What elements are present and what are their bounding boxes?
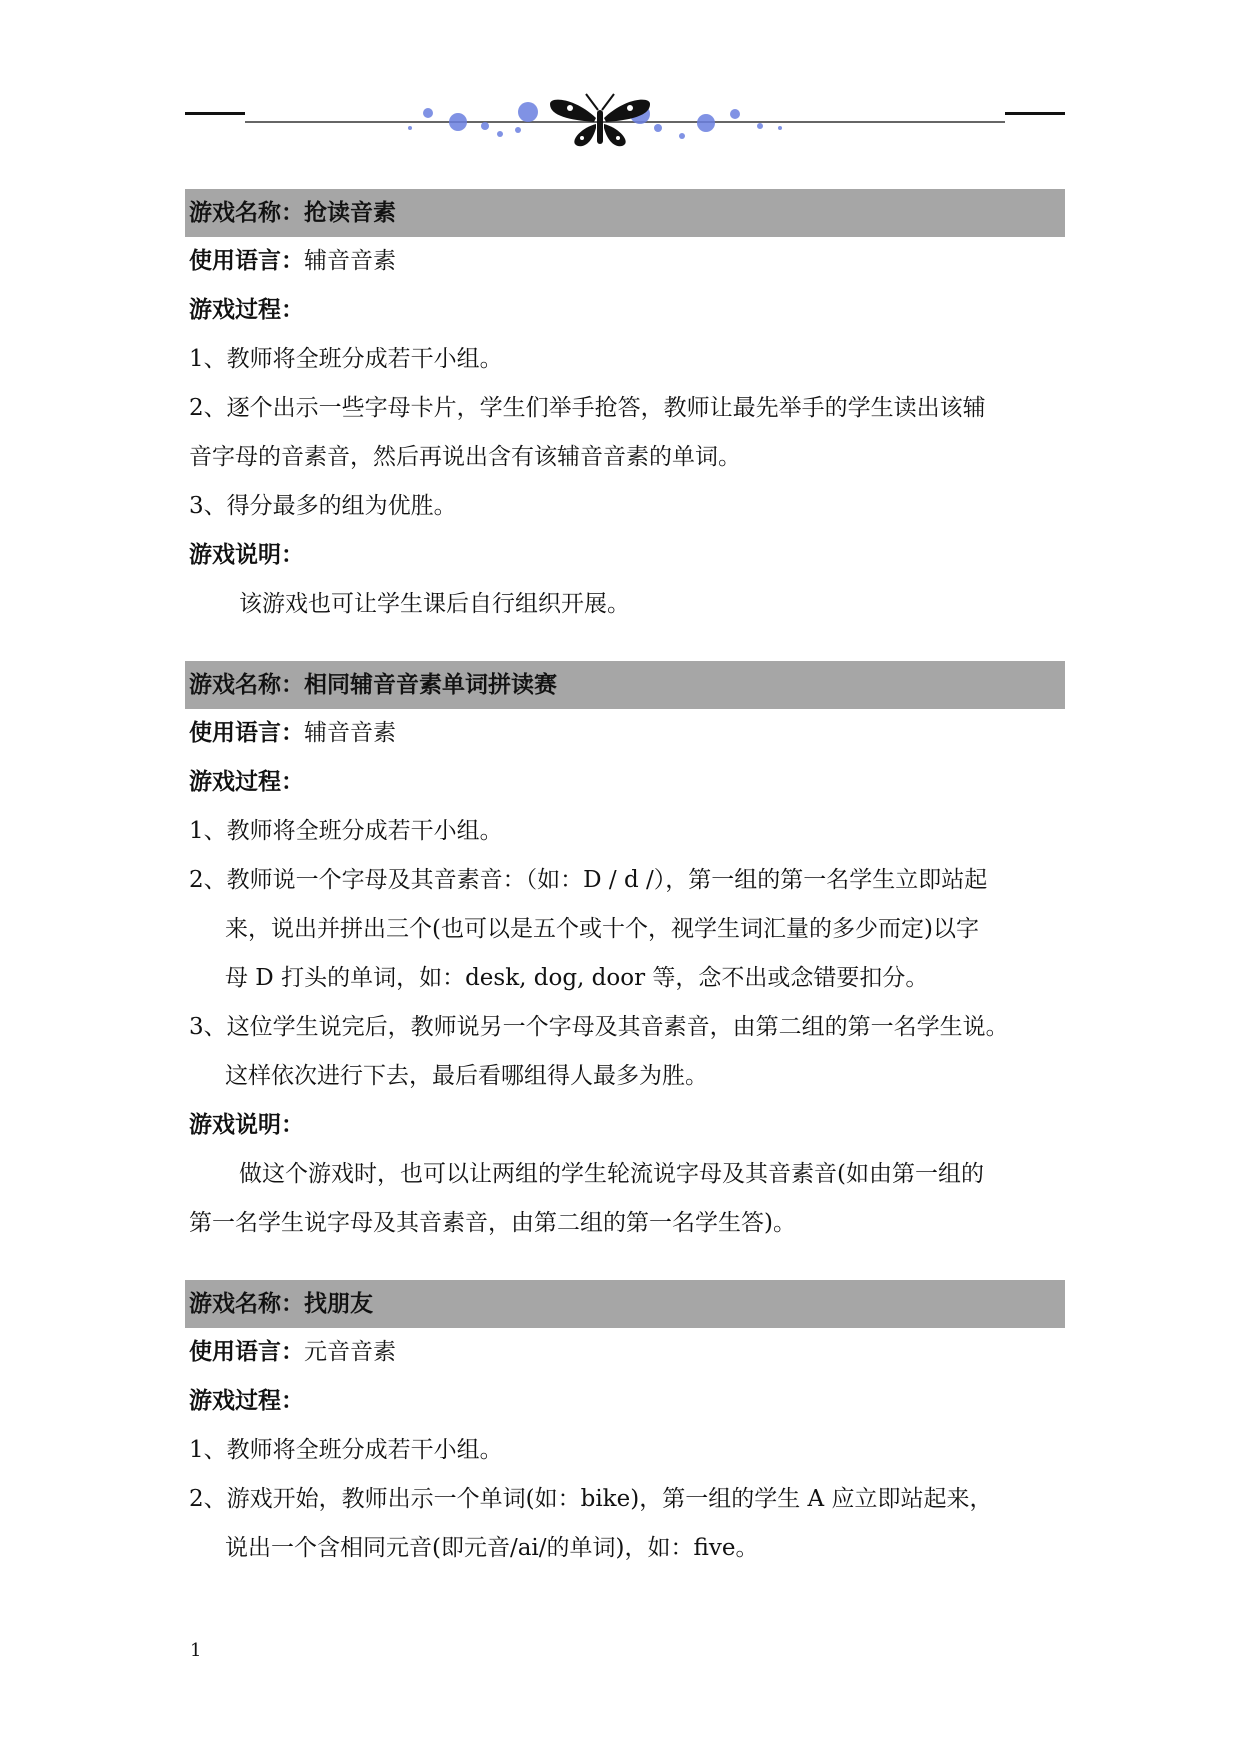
document-body [185, 189, 1065, 1605]
notes-text: 做这个游戏时，也可以让两组的学生轮流说字母及其音素音(如由第一组的 [239, 1161, 984, 1187]
process-step: 2、教师说一个字母及其音素音：（如：D / d /），第一组的第一名学生立即站起 [189, 867, 988, 893]
notes-text: 该游戏也可让学生课后自行组织开展。 [239, 591, 630, 617]
process-step: 3、这位学生说完后，教师说另一个字母及其音素音，由第二组的第一名学生说。 [189, 1014, 1009, 1040]
game-title-value: 相同辅音音素单词拼读赛 [304, 672, 557, 698]
notes-text: 第一名学生说字母及其音素音，由第二组的第一名学生答)。 [189, 1210, 796, 1236]
process-step: 1、教师将全班分成若干小组。 [189, 346, 503, 372]
process-step-continued: 来，说出并拼出三个(也可以是五个或十个，视学生词汇量的多少而定)以字 [225, 916, 979, 942]
language-value: 元音音素 [304, 1339, 396, 1365]
language-row [185, 709, 1065, 758]
page-header-decoration [185, 88, 1065, 158]
process-label: 游戏过程： [189, 297, 304, 323]
process-label: 游戏过程： [189, 769, 304, 795]
language-row [185, 237, 1065, 286]
process-step: 3、得分最多的组为优胜。 [189, 493, 457, 519]
game-title-value: 抢读音素 [304, 200, 396, 226]
process-step-continued: 这样依次进行下去，最后看哪组得人最多为胜。 [225, 1063, 708, 1089]
language-label: 使用语言： [189, 1339, 304, 1365]
process-step-continued: 说出一个含相同元音(即元音/ai/的单词)，如：five。 [225, 1535, 759, 1561]
game-title-bar [185, 1280, 1065, 1328]
game-title-bar [185, 661, 1065, 709]
process-step: 2、逐个出示一些字母卡片，学生们举手抢答，教师让最先举手的学生读出该辅 [189, 395, 986, 421]
game-title-label: 游戏名称： [189, 672, 304, 698]
game-section-1 [185, 189, 1065, 629]
butterfly-icon [400, 88, 800, 148]
process-label: 游戏过程： [189, 1388, 304, 1414]
language-value: 辅音音素 [304, 720, 396, 746]
process-step: 1、教师将全班分成若干小组。 [189, 818, 503, 844]
game-title-label: 游戏名称： [189, 1291, 304, 1317]
language-label: 使用语言： [189, 248, 304, 274]
language-value: 辅音音素 [304, 248, 396, 274]
process-step: 音字母的音素音，然后再说出含有该辅音音素的单词。 [189, 444, 741, 470]
process-step: 1、教师将全班分成若干小组。 [189, 1437, 503, 1463]
notes-label: 游戏说明： [189, 542, 304, 568]
header-rule-right [1005, 112, 1065, 115]
language-label: 使用语言： [189, 720, 304, 746]
game-section-3 [185, 1280, 1065, 1573]
game-section-2 [185, 661, 1065, 1248]
game-title-label: 游戏名称： [189, 200, 304, 226]
process-step-continued: 母 D 打头的单词，如：desk, dog, door 等，念不出或念错要扣分。 [225, 965, 929, 991]
process-step: 2、游戏开始，教师出示一个单词(如：bike)，第一组的学生 A 应立即站起来， [189, 1486, 993, 1512]
notes-label: 游戏说明： [189, 1112, 304, 1138]
language-row [185, 1328, 1065, 1377]
game-title-bar [185, 189, 1065, 237]
header-rule-left [185, 112, 245, 115]
game-title-value: 找朋友 [304, 1291, 373, 1317]
page-number: 1 [190, 1640, 202, 1661]
